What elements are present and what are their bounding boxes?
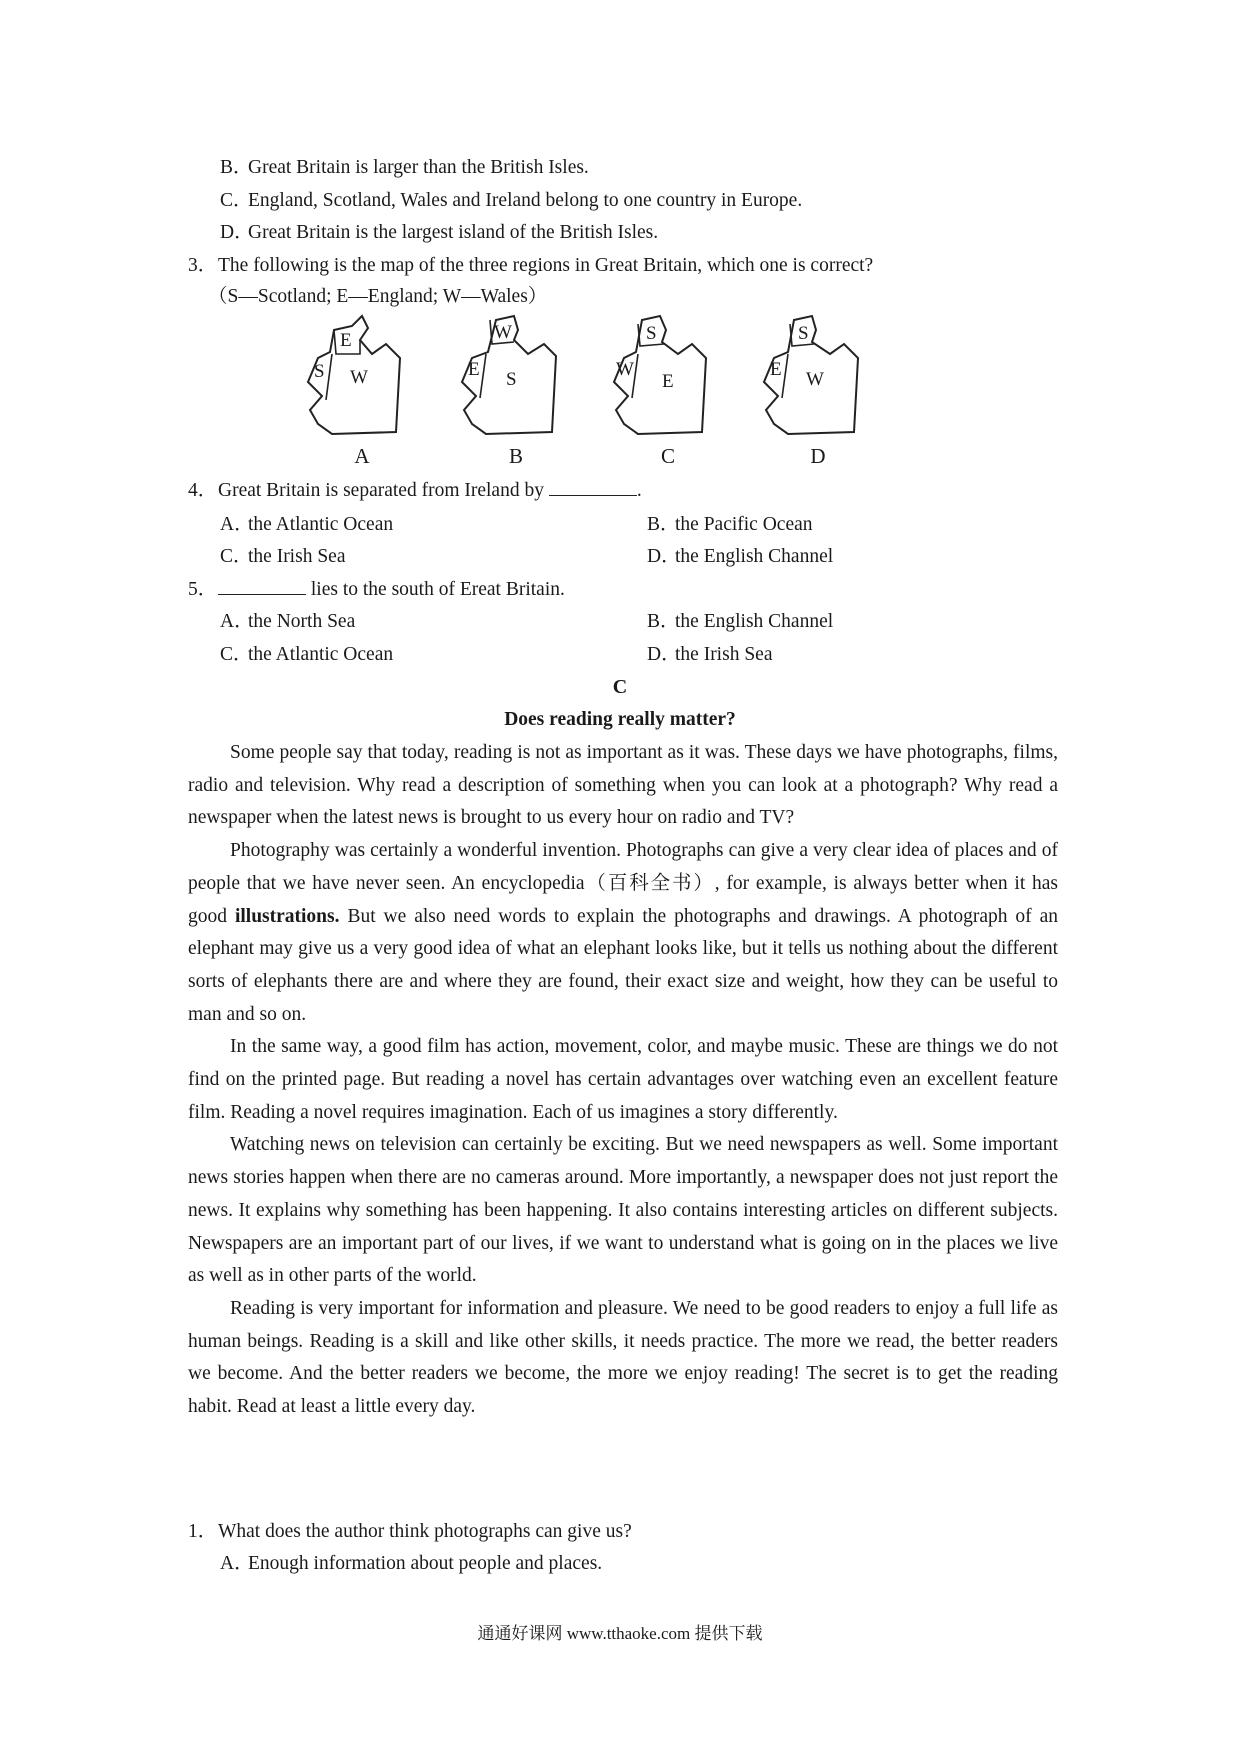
q3-legend bbox=[208, 285, 547, 309]
passage-paragraph bbox=[188, 835, 1058, 1031]
region-label-center: W bbox=[806, 369, 824, 390]
option-text: the English Channel bbox=[675, 611, 834, 632]
map-figure-c bbox=[608, 314, 728, 474]
reading-passage bbox=[188, 737, 1058, 1424]
passage-paragraph: In the same way, a good film has action, movement, color, and maybe music. These are things we do not find on the printed page. But reading a novel has certain advantages over watching even an excellent feature film. Reading a novel requires imagination. Each of us imagines a story differently. bbox=[188, 1036, 1058, 1123]
option-text: Great Britain is the largest island of the British Isles. bbox=[248, 222, 659, 243]
option-letter: B． bbox=[220, 157, 253, 178]
section-letter: C bbox=[612, 676, 628, 698]
region-label-center: E bbox=[662, 371, 674, 392]
map-caption: A bbox=[354, 444, 370, 468]
answer-blank bbox=[549, 479, 637, 496]
question-number: 1． bbox=[188, 1521, 218, 1542]
passage-paragraph: Reading is very important for information and pleasure. We need to be good readers to enjoy a full life as human beings. Reading is a skill and like other skills, it needs practice. The more we read, the better readers we become. And the better readers we become, the more we enjoy reading! The secret is to get the reading habit. Read at least a little every day. bbox=[188, 1297, 1058, 1418]
q5-stem bbox=[188, 578, 565, 602]
question-text-end: . bbox=[636, 480, 642, 501]
q3-stem bbox=[188, 254, 873, 278]
region-label-left: S bbox=[314, 361, 325, 382]
map-caption: C bbox=[660, 444, 675, 468]
map-figure-a bbox=[302, 314, 422, 474]
q4-option-d bbox=[647, 545, 833, 569]
q4-option-b bbox=[647, 513, 813, 537]
option-letter: C． bbox=[220, 190, 253, 211]
option-text: the Atlantic Ocean bbox=[248, 514, 394, 535]
question-text: What does the author think photographs can give us? bbox=[218, 1521, 632, 1542]
region-label-top: W bbox=[494, 322, 512, 343]
option-letter: C． bbox=[220, 644, 253, 665]
option-text: the Atlantic Ocean bbox=[248, 644, 394, 665]
passage-paragraph: Watching news on television can certainly be exciting. But we need newspapers as well. Some important news stories happen when there are no cameras around. More importantly, a newspaper does not just report the news. It explains why something has been happening. It also contains interesting articles on different subjects. Newspapers are an important part of our lives, if we want to understand what is going on in the places we live as well as in other parts of the world. bbox=[188, 1134, 1058, 1287]
c-q1-option-a bbox=[220, 1552, 602, 1576]
map-caption: B bbox=[508, 444, 523, 468]
question-text: Great Britain is separated from Ireland by bbox=[218, 480, 544, 501]
question-text: The following is the map of the three regions in Great Britain, which one is correct? bbox=[218, 255, 874, 276]
region-label-center: W bbox=[350, 367, 368, 388]
question-number: 4． bbox=[188, 480, 218, 501]
region-label-left: E bbox=[468, 359, 480, 380]
q4-option-a bbox=[220, 513, 393, 537]
map-figure-d bbox=[758, 314, 878, 474]
q5-option-a bbox=[220, 610, 355, 634]
q4-option-c bbox=[220, 545, 345, 569]
region-label-top: E bbox=[340, 330, 352, 351]
option-letter: B． bbox=[647, 611, 680, 632]
option-text: the Pacific Ocean bbox=[675, 514, 813, 535]
map-caption: D bbox=[810, 444, 826, 468]
legend-text: （S—Scotland; E—England; W—Wales） bbox=[208, 286, 548, 307]
passage-title: Does reading really matter? bbox=[504, 709, 736, 730]
q4-stem bbox=[188, 479, 642, 503]
option-text: the North Sea bbox=[248, 611, 356, 632]
map-figure-b bbox=[456, 314, 576, 474]
q5-option-d bbox=[647, 643, 772, 667]
q2-option-c bbox=[220, 189, 802, 213]
page-footer: 通通好课网 www.tthaoke.com 提供下载 bbox=[477, 1624, 763, 1643]
option-letter: D． bbox=[647, 644, 681, 665]
question-number: 3． bbox=[188, 255, 218, 276]
q3-map-figures bbox=[290, 314, 970, 474]
paragraph-text: But we also need words to explain the photographs and drawings. A photograph of an elephant may give us a very good idea of what an elephant looks like, but it tells us nothing about the different sorts of elephants there are and where they are found, their exact size and weight, how they can be useful to man and so on. bbox=[188, 905, 1058, 1025]
option-letter: B． bbox=[647, 514, 680, 535]
option-letter: A． bbox=[220, 514, 254, 535]
option-text: the Irish Sea bbox=[675, 644, 773, 665]
region-label-center: S bbox=[506, 369, 517, 390]
option-text: Great Britain is larger than the British Isles. bbox=[248, 157, 589, 178]
q2-option-b bbox=[220, 156, 589, 180]
option-text: the English Channel bbox=[675, 546, 834, 567]
option-text: Enough information about people and places. bbox=[248, 1553, 603, 1574]
answer-blank bbox=[218, 578, 306, 595]
q5-option-b bbox=[647, 610, 833, 634]
question-number: 5． bbox=[188, 579, 218, 600]
paragraph-text: Photography was certainly a wonderful invention. Photographs can give a very clear idea of places and of people that we have never seen. An encyclopedia（百科全书）, for example, is always better when it has good bbox=[188, 840, 1058, 927]
option-letter: C． bbox=[220, 546, 253, 567]
q5-option-c bbox=[220, 643, 393, 667]
region-label-left: W bbox=[616, 359, 634, 380]
region-label-top: S bbox=[798, 323, 809, 344]
passage-paragraph: Some people say that today, reading is not as important as it was. These days we have photographs, films, radio and television. Why read a description of something when you can look at a photograph? Why read a newspaper when the latest news is brought to us every hour on radio and TV? bbox=[188, 742, 1058, 829]
option-letter: A． bbox=[220, 611, 254, 632]
q2-option-d bbox=[220, 221, 658, 245]
option-text: the Irish Sea bbox=[248, 546, 346, 567]
bold-keyword: illustrations. bbox=[234, 905, 340, 927]
c-q1-stem bbox=[188, 1520, 632, 1544]
region-label-top: S bbox=[646, 323, 657, 344]
option-text: England, Scotland, Wales and Ireland belong to one country in Europe. bbox=[248, 190, 803, 211]
region-label-left: E bbox=[770, 359, 782, 380]
option-letter: D． bbox=[220, 222, 254, 243]
option-letter: A． bbox=[220, 1553, 254, 1574]
option-letter: D． bbox=[647, 546, 681, 567]
question-text: lies to the south of Ereat Britain. bbox=[310, 579, 565, 600]
